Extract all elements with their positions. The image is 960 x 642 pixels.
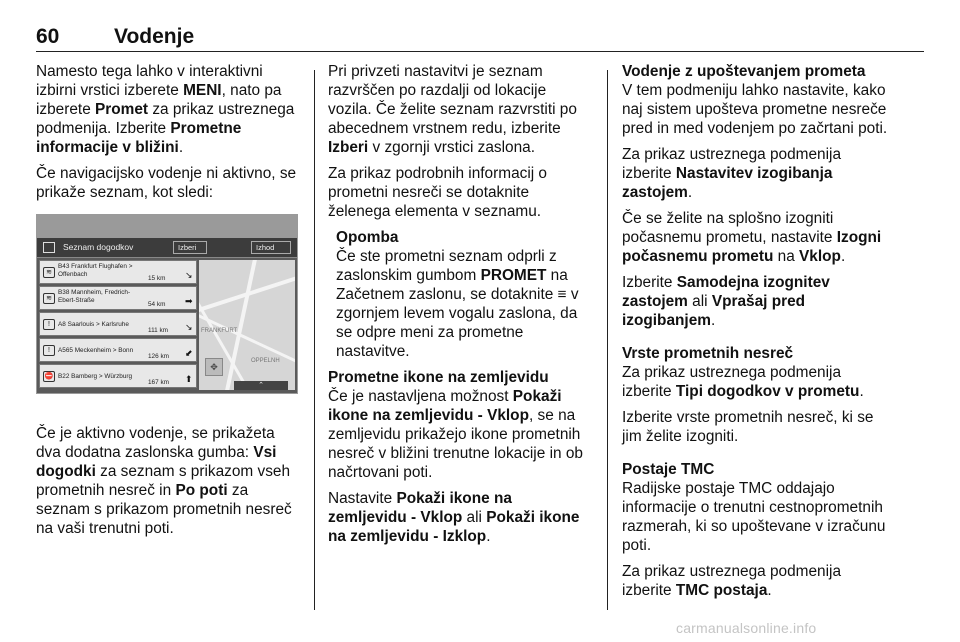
event-road: A8 Saarlouis > Karlsruhe — [58, 321, 129, 328]
section-heading: Postaje TMC — [622, 461, 715, 478]
column-divider — [607, 70, 608, 610]
event-distance: 126 km — [148, 353, 169, 360]
note-text: Če ste prometni seznam odprli z zaslonskim gumbom PROMET na Začetnem zaslonu, se dotaknite ≡ v zgornjem levem vogalu zaslona, da se odpre meni za prometne nastavitve. — [336, 248, 579, 360]
direction-arrow-icon: ↘ — [185, 270, 193, 280]
map-position-icon[interactable]: ✥ — [205, 358, 223, 376]
event-distance: 15 km — [148, 275, 166, 282]
map-view[interactable] — [199, 260, 295, 390]
event-road: B22 Bamberg > Würzburg — [58, 373, 133, 380]
event-list — [39, 260, 197, 390]
column-2 — [328, 62, 594, 553]
paragraph: Nastavite Pokaži ikone na zemljevidu - Vklop ali Pokaži ikone na zemljevidu - Izklop. — [328, 490, 580, 545]
event-distance: 111 km — [148, 327, 169, 334]
note-title: Opomba — [336, 229, 399, 246]
paragraph: Izberite vrste prometnih nesreč, ki se jim želite izogniti. — [622, 409, 874, 445]
page-number: 60 — [36, 25, 60, 48]
izberi-button[interactable]: Izberi — [173, 241, 207, 254]
traffic-jam-icon: ≋ — [43, 293, 55, 304]
izhod-button[interactable]: Izhod — [251, 241, 291, 254]
paragraph: Radijske postaje TMC oddajajo informacije o trenutni cestnoprometnih razmerah, ki so upoštevane v izračunu poti. — [622, 480, 886, 554]
event-road: B43 Frankfurt Flughafen > Offenbach — [58, 263, 133, 278]
event-road: B38 Mannheim, Fredrich-Ebert-Straße — [58, 289, 131, 304]
column-3 — [622, 62, 892, 607]
paragraph: Če je aktivno vodenje, se prikažeta dva dodatna zaslonska gumba: Vsi dogodki za seznam s prikazom vseh prometnih nesreč in Po poti za seznam s prikazom prometnih nesreč na vaši trenutni poti. — [36, 425, 292, 537]
map-label: FRANKFURT — [201, 328, 238, 334]
event-road: A565 Meckenheim > Bonn — [58, 347, 134, 354]
road-closed-icon: ⛔ — [44, 373, 54, 380]
section-heading: Vodenje z upoštevanjem prometa — [622, 63, 866, 80]
paragraph: Izberite Samodejna izognitev zastojem ali Vprašaj pred izogibanjem. — [622, 274, 830, 329]
direction-arrow-icon: ⬆ — [185, 374, 193, 384]
traffic-jam-icon: ≋ — [43, 267, 55, 278]
paragraph: Pri privzeti nastavitvi je seznam razvrščen po razdalji od lokacije vozila. Če želite seznam razvrstiti po abecednem vrstnem redu, izberite Izberi v zgornji vrstici zaslona. — [328, 63, 577, 156]
column-divider — [314, 70, 315, 610]
event-distance: 54 km — [148, 301, 166, 308]
direction-arrow-icon: ⬋ — [185, 348, 193, 358]
paragraph: Za prikaz podrobnih informacij o prometni nesreči se dotaknite želenega elementa v seznamu. — [328, 165, 547, 220]
paragraph: Če je nastavljena možnost Pokaži ikone na zemljevidu - Vklop, se na zemljevidu prikažejo ikone prometnih nesreč v bližini trenutne lokacije in ob načrtovani poti. — [328, 388, 583, 481]
paragraph: Če navigacijsko vodenje ni aktivno, se prikaže seznam, kot sledi: — [36, 165, 297, 201]
list-item[interactable] — [39, 364, 197, 388]
paragraph: V tem podmeniju lahko nastavite, kako naj sistem upošteva prometne nesreče pred in med vodenjem po začrtani poti. — [622, 82, 888, 137]
warning-icon: ! — [43, 319, 55, 330]
chapter-title: Vodenje — [114, 25, 195, 48]
list-item[interactable] — [39, 286, 197, 310]
paragraph: Če se želite na splošno izogniti počasnemu prometu, nastavite Izogni počasnemu prometu na Vklop. — [622, 210, 882, 265]
event-distance: 167 km — [148, 379, 169, 386]
list-item[interactable] — [39, 312, 197, 336]
column-1 — [36, 62, 300, 545]
paragraph: Za prikaz ustreznega podmenija izberite TMC postaja. — [622, 563, 842, 599]
direction-arrow-icon: ↘ — [185, 322, 193, 332]
paragraph: Namesto tega lahko v interaktivni izbirni vrstici izberete MENI, nato pa izberete Promet za prikaz ustreznega podmenija. Izberite Prometne informacije v bližini. — [36, 63, 295, 156]
page-header — [36, 26, 924, 52]
chevron-up-icon[interactable]: ⌃ — [234, 381, 288, 390]
traffic-list-screenshot — [36, 214, 298, 394]
menu-icon[interactable] — [43, 242, 55, 253]
infotainment-screen — [37, 238, 297, 393]
screen-title: Seznam dogodkov — [63, 242, 134, 252]
section-heading: Prometne ikone na zemljevidu — [328, 369, 549, 386]
warning-icon: ! — [43, 345, 55, 356]
watermark: carmanualsonline.info — [676, 620, 817, 636]
list-item[interactable] — [39, 338, 197, 362]
map-label: OPPELNH — [251, 358, 280, 364]
note-box — [336, 228, 594, 361]
screen-topbar — [37, 238, 297, 258]
direction-arrow-icon: ➡ — [185, 296, 193, 306]
section-heading: Vrste prometnih nesreč — [622, 345, 794, 362]
paragraph: Za prikaz ustreznega podmenija izberite Tipi dogodkov v prometu. — [622, 364, 864, 400]
paragraph: Za prikaz ustreznega podmenija izberite Nastavitev izogibanja zastojem. — [622, 146, 842, 201]
list-item[interactable] — [39, 260, 197, 284]
